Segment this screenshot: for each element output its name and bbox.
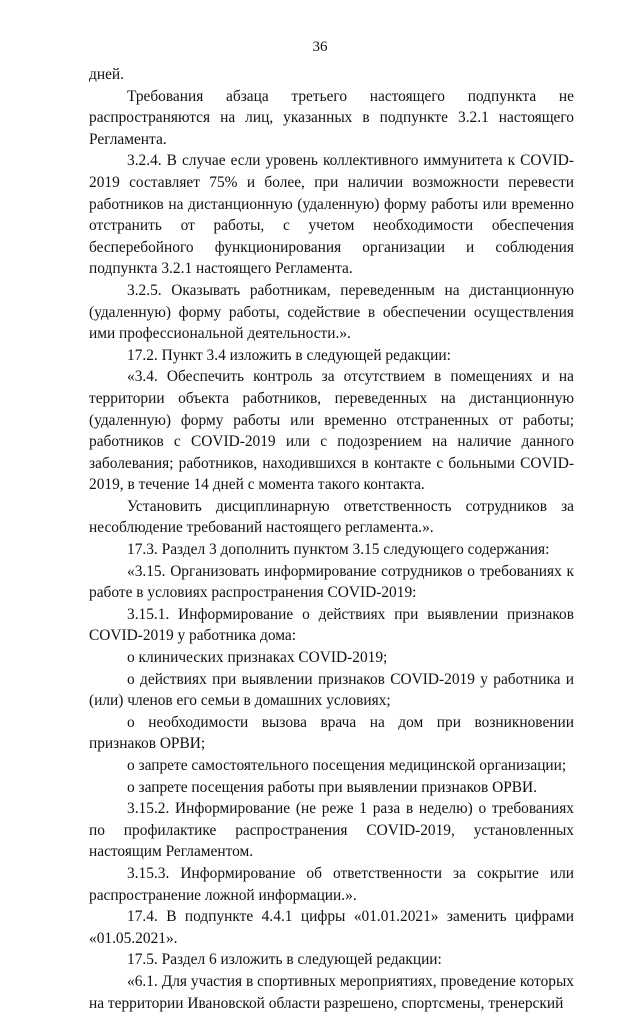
paragraph: 17.3. Раздел 3 дополнить пунктом 3.15 следующего содержания: bbox=[127, 541, 550, 559]
paragraph: дней. bbox=[89, 66, 124, 83]
paragraph: о запрете самостоятельного посещения медицинской организации; bbox=[127, 757, 567, 774]
paragraph: Установить дисциплинарную ответственность сотрудников за несоблюдение требований настоящего регламента.». bbox=[89, 497, 574, 537]
page-number: 36 bbox=[312, 39, 328, 55]
paragraph: Требования абзаца третьего настоящего подпункта не распространяются на лиц, указанных в подпункте 3.2.1 настоящего Регламента. bbox=[89, 87, 574, 148]
paragraph: о необходимости вызова врача на дом при возникновении признаков ОРВИ; bbox=[89, 713, 574, 753]
paragraph: о клинических признаках COVID-2019; bbox=[127, 649, 388, 667]
paragraph: 3.2.5. Оказывать работникам, переведенным на дистанционную (удаленную) форму работы, содействие в обеспечении осуществления ими профессиональной деятельности.». bbox=[89, 281, 574, 343]
paragraph: «3.15. Организовать информирование сотрудников о требованиях к работе в условиях распространения COVID-2019: bbox=[89, 562, 574, 602]
paragraph: 17.2. Пункт 3.4 изложить в следующей редакции: bbox=[127, 346, 451, 364]
paragraph: 17.4. В подпункте 4.4.1 цифры «01.01.2021» заменить цифрами «01.05.2021». bbox=[89, 908, 574, 947]
paragraph: 3.15.1. Информирование о действиях при выявлении признаков COVID-2019 у работника дома: bbox=[89, 605, 574, 645]
paragraph: 3.15.3. Информирование об ответственности за сокрытие или распространение ложной информации.». bbox=[89, 864, 574, 904]
document-body bbox=[89, 64, 574, 1014]
paragraph: «6.1. Для участия в спортивных мероприятиях, проведение которых на территории Ивановской области разрешено, спортсмены, тренерский bbox=[89, 972, 574, 1012]
paragraph: 3.2.4. В случае если уровень коллективного иммунитета к COVID-2019 составляет 75% и более, при наличии возможности перевести работников на дистанционную (удаленную) форму работы или временно отстранить от работы, с учетом необходимости обеспечения бесперебойного функционирования организации и соблюдения подпункта 3.2.1 настоящего Регламента. bbox=[89, 152, 574, 278]
paragraph: 3.15.2. Информирование (не реже 1 раза в неделю) о требованиях по профилактике распространения COVID-2019, установленных настоящим Регламентом. bbox=[89, 800, 574, 861]
paragraph: о действиях при выявлении признаков COVID-2019 у работника и (или) членов его семьи в домашних условиях; bbox=[89, 670, 574, 710]
paragraph: «3.4. Обеспечить контроль за отсутствием в помещениях и на территории объекта работников, переведенных на дистанционную (удаленную) форму работы или временно отстраненных от работы; работников с COVID-2019 или с подозрением на наличие данного заболевания; работников, находившихся в контакте с больными COVID-2019, в течение 14 дней с момента такого контакта. bbox=[89, 368, 574, 494]
paragraph: о запрете посещения работы при выявлении признаков ОРВИ. bbox=[127, 778, 537, 796]
paragraph: 17.5. Раздел 6 изложить в следующей редакции: bbox=[127, 951, 442, 969]
